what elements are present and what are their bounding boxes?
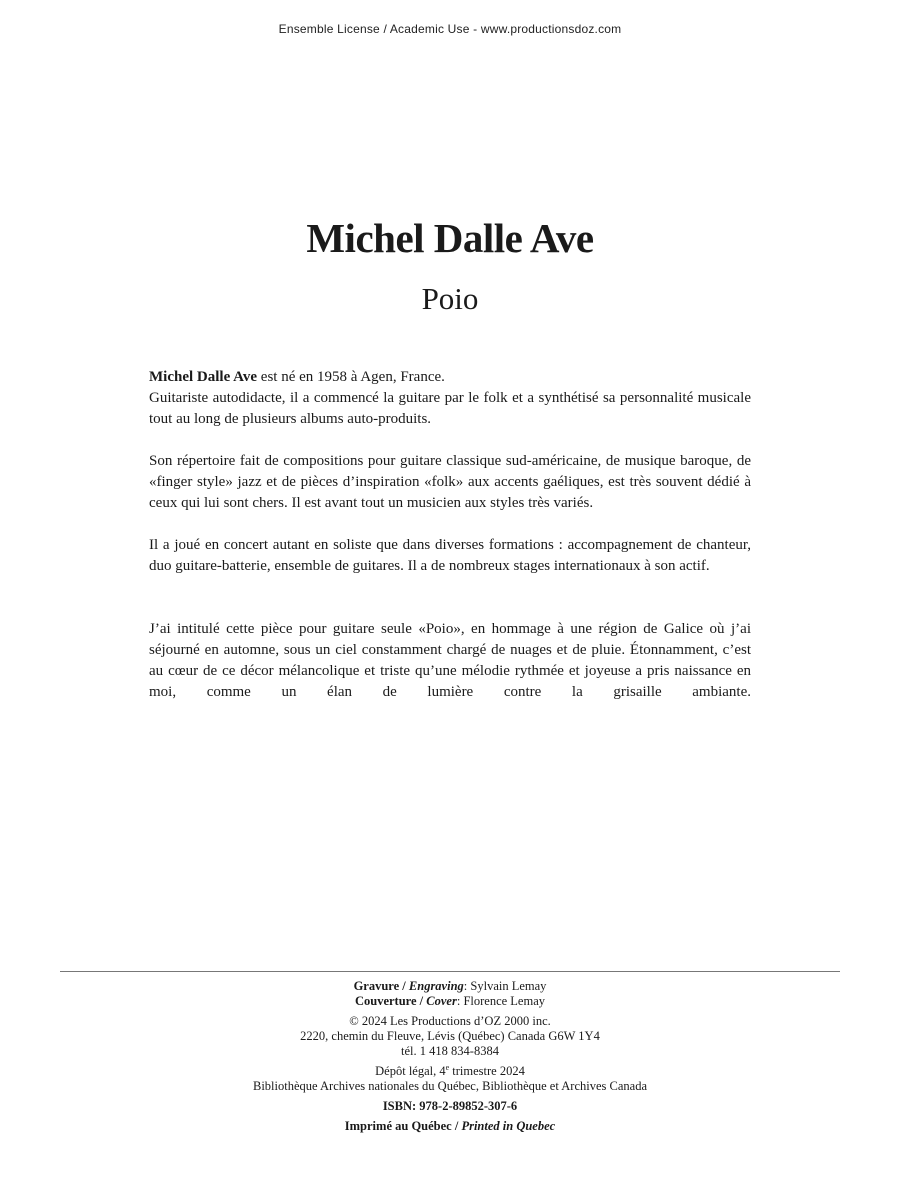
legal-deposit-line: Dépôt légal, 4e trimestre 2024 xyxy=(375,1062,525,1078)
printed-line: Imprimé au Québec / Printed in Quebec xyxy=(344,1119,556,1133)
address-line: 2220, chemin du Fleuve, Lévis (Québec) Canada G6W 1Y4 xyxy=(300,1029,600,1043)
piece-title: Poio xyxy=(421,281,479,316)
isbn-line: ISBN: 978-2-89852-307-6 xyxy=(382,1099,518,1113)
biography xyxy=(149,367,751,724)
bio-paragraph-3: Il a joué en concert autant en soliste que dans diverses formations : accompagnement de chanteur, duo guitare-batterie, ensemble de guitares. Il a de nombreux stages internationaux à son actif. xyxy=(149,537,751,574)
engraving-label: Gravure / xyxy=(353,979,409,993)
cover-value: : Florence Lemay xyxy=(456,994,546,1008)
engraving-value: : Sylvain Lemay xyxy=(463,979,547,993)
phone-line: tél. 1 418 834-8384 xyxy=(401,1044,499,1058)
copyright-line: © 2024 Les Productions d’OZ 2000 inc. xyxy=(349,1014,551,1028)
libraries-line: Bibliothèque Archives nationales du Québec, Bibliothèque et Archives Canada xyxy=(253,1079,647,1093)
credits-footer xyxy=(0,979,900,1139)
engraving-credit xyxy=(0,979,900,994)
footer-divider xyxy=(60,971,840,972)
piece-description: J’ai intitulé cette pièce pour guitare seule «Poio», en hommage à une région de Galice où j’ai séjourné en automne, sous un ciel constamment chargé de nuages et de pluie. Étonnamment, c’est au cœur de ce décor mélancolique et triste qu’une mélodie rythmée et joyeuse a pris naissance en moi, comme un élan de lumière contre la grisaille ambiante. xyxy=(149,621,751,700)
bio-paragraph-1-rest: Guitariste autodidacte, il a commencé la guitare par le folk et a synthétisé sa personnalité musicale tout au long de plusieurs albums auto-produits. xyxy=(149,390,751,427)
bio-name: Michel Dalle Ave xyxy=(149,369,258,385)
cover-credit xyxy=(0,994,900,1009)
printed-block xyxy=(0,1119,900,1134)
credits-block xyxy=(0,979,900,1009)
publisher-block xyxy=(0,1014,900,1059)
cover-label-en: Cover xyxy=(426,994,457,1008)
legal-deposit-block xyxy=(0,1064,900,1094)
isbn-block xyxy=(0,1099,900,1114)
cover-label: Couverture / xyxy=(354,994,427,1008)
bio-paragraph-1 xyxy=(149,367,751,430)
license-notice: Ensemble License / Academic Use - www.productionsdoz.com xyxy=(278,22,622,36)
bio-birth: est né en 1958 à Agen, France. xyxy=(257,369,445,385)
composer-name: Michel Dalle Ave xyxy=(306,215,594,261)
engraving-label-en: Engraving xyxy=(408,979,464,993)
bio-paragraph-2: Son répertoire fait de compositions pour guitare classique sud-américaine, de musique baroque, de «finger style» jazz et de pièces d’inspiration «folk» aux accents gaéliques, est très souvent dédié à ceux qui lui sont chers. Il est avant tout un musicien aux styles très variés. xyxy=(149,453,751,511)
